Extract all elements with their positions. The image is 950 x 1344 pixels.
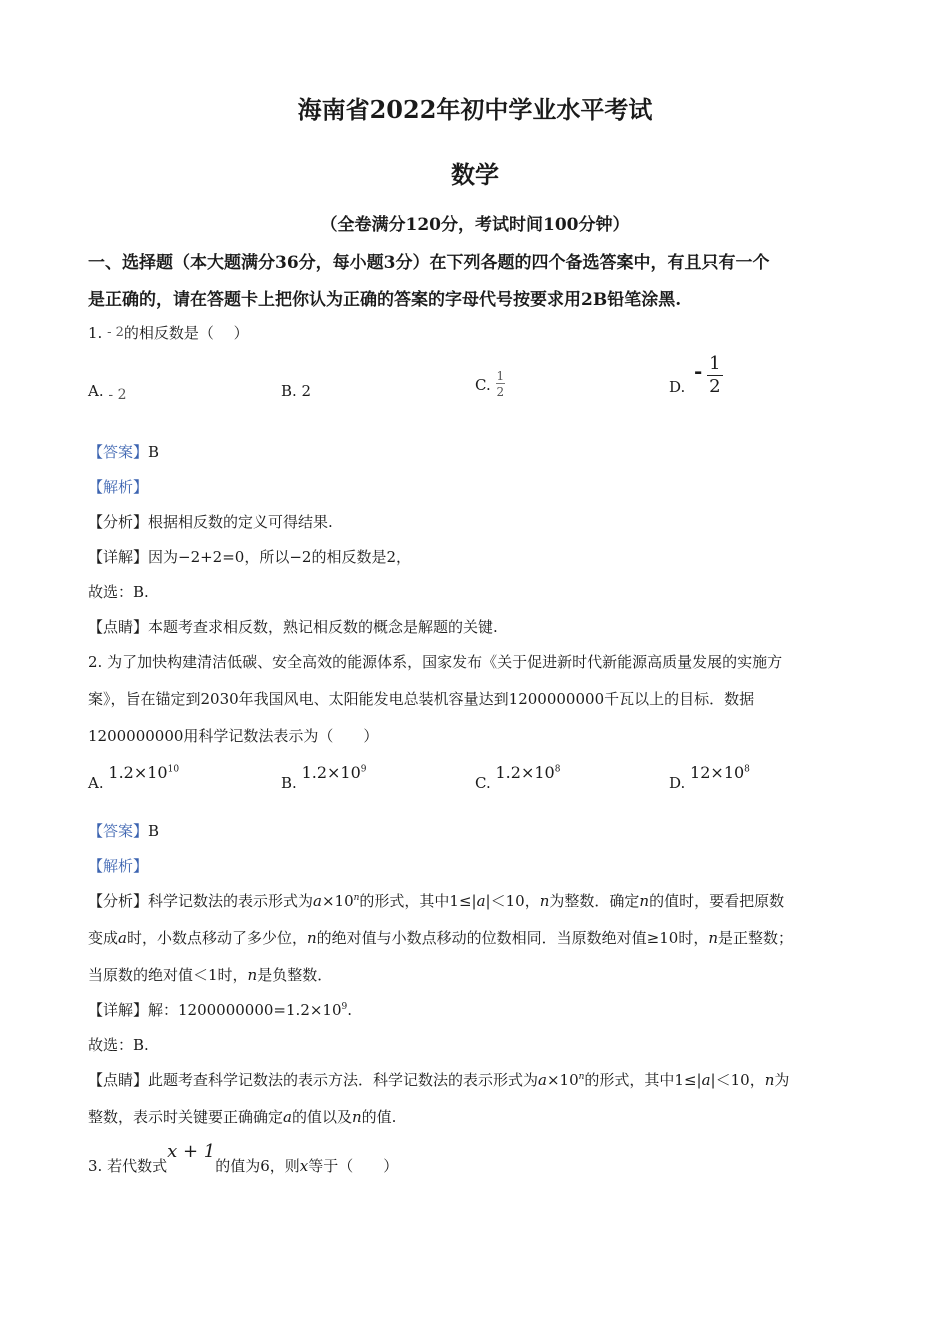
q2-option-b: B. $1.2\times 10^9$ <box>281 763 367 792</box>
q2-fenxi-line1: 【分析】科学记数法的表示形式为$a\times 10^n$的形式，其中1≤|a|＜10，n为整数．确定n的值时，要看把原数 <box>88 892 785 910</box>
q2-fenxi-line2: 变成a时，小数点移动了多少位，n的绝对值与小数点移动的位数相同．当原数绝对值≥10时，n是正整数； <box>88 929 794 947</box>
q2-line2: 案》，旨在锚定到2030年我国风电、太阳能发电总装机容量达到1200000000千瓦以上的目标．数据 <box>88 690 755 708</box>
exam-title: 海南省2022年初中学业水平考试 <box>297 95 653 124</box>
fraction-one-half: $\frac{1}{2}$ <box>496 369 505 399</box>
q2-line1: 2. 为了加快构建清洁低碳、安全高效的能源体系，国家发布《关于促进新时代新能源高质量发展的实施方 <box>88 653 783 671</box>
question-1 <box>88 322 249 343</box>
q2-xiangjie: 【详解】解：$1200000000=1.2\times 10^9$. <box>88 1001 353 1019</box>
q2-answer: 【答案】B <box>88 822 160 840</box>
question-text: 的相反数是（ ） <box>123 324 249 342</box>
q2-dianjing-line2: 整数，表示时关键要正确确定a的值以及n的值. <box>88 1108 397 1126</box>
q2-option-d: D. $12\times 10^8$ <box>669 763 750 792</box>
q1-option-b: B. 2 <box>281 382 312 400</box>
q1-analysis-tag: 【解析】 <box>88 478 149 496</box>
fraction-negative-one-half: $\frac{1}{2}$ <box>709 353 721 397</box>
q1-xiangjie: 【详解】因为−2+2=0，所以−2的相反数是2， <box>88 548 411 566</box>
q2-analysis-tag: 【解析】 <box>88 857 149 875</box>
q2-guxuan: 故选：B. <box>88 1036 149 1054</box>
q1-fenxi: 【分析】根据相反数的定义可得结果. <box>88 513 333 531</box>
q1-answer: 【答案】B <box>88 443 160 461</box>
expr-minus-2: - 2 <box>107 325 124 340</box>
question-number: 1. <box>88 324 103 342</box>
q1-option-c: C. $\frac{1}{2}$ <box>475 369 505 399</box>
section-heading-line2: 是正确的，请在答题卡上把你认为正确的答案的字母代号按要求用2B铅笔涂黑. <box>88 290 682 310</box>
section-heading-line1: 一、选择题（本大题满分36分，每小题3分）在下列各题的四个备选答案中，有且只有一个 <box>88 253 770 273</box>
exam-note: （全卷满分120分，考试时间100分钟） <box>320 215 630 235</box>
subject-title: 数学 <box>451 160 499 189</box>
q1-option-d: D. - $\frac{1}{2}$ <box>669 353 721 397</box>
expr-x-plus-1: x + 1 <box>167 1141 216 1162</box>
q1-option-a: A. - 2 <box>88 382 127 403</box>
q1-guxuan: 故选：B. <box>88 583 149 601</box>
q2-line3: 1200000000用科学记数法表示为（ ） <box>88 727 379 745</box>
q2-dianjing-line1: 【点睛】此题考查科学记数法的表示方法．科学记数法的表示形式为$a\times 10^n$的形式，其中1≤|a|＜10，n为 <box>88 1071 790 1089</box>
q2-option-a: A. $1.2\times 10^{10}$ <box>88 763 180 792</box>
q1-dianjing: 【点睛】本题考查求相反数，熟记相反数的概念是解题的关键. <box>88 618 498 636</box>
q2-option-c: C. $1.2\times 10^8$ <box>475 763 561 792</box>
question-3: 3. 若代数式x + 1的值为6，则x等于（ ） <box>88 1141 399 1175</box>
q2-fenxi-line3: 当原数的绝对值＜1时，n是负整数． <box>88 966 333 984</box>
